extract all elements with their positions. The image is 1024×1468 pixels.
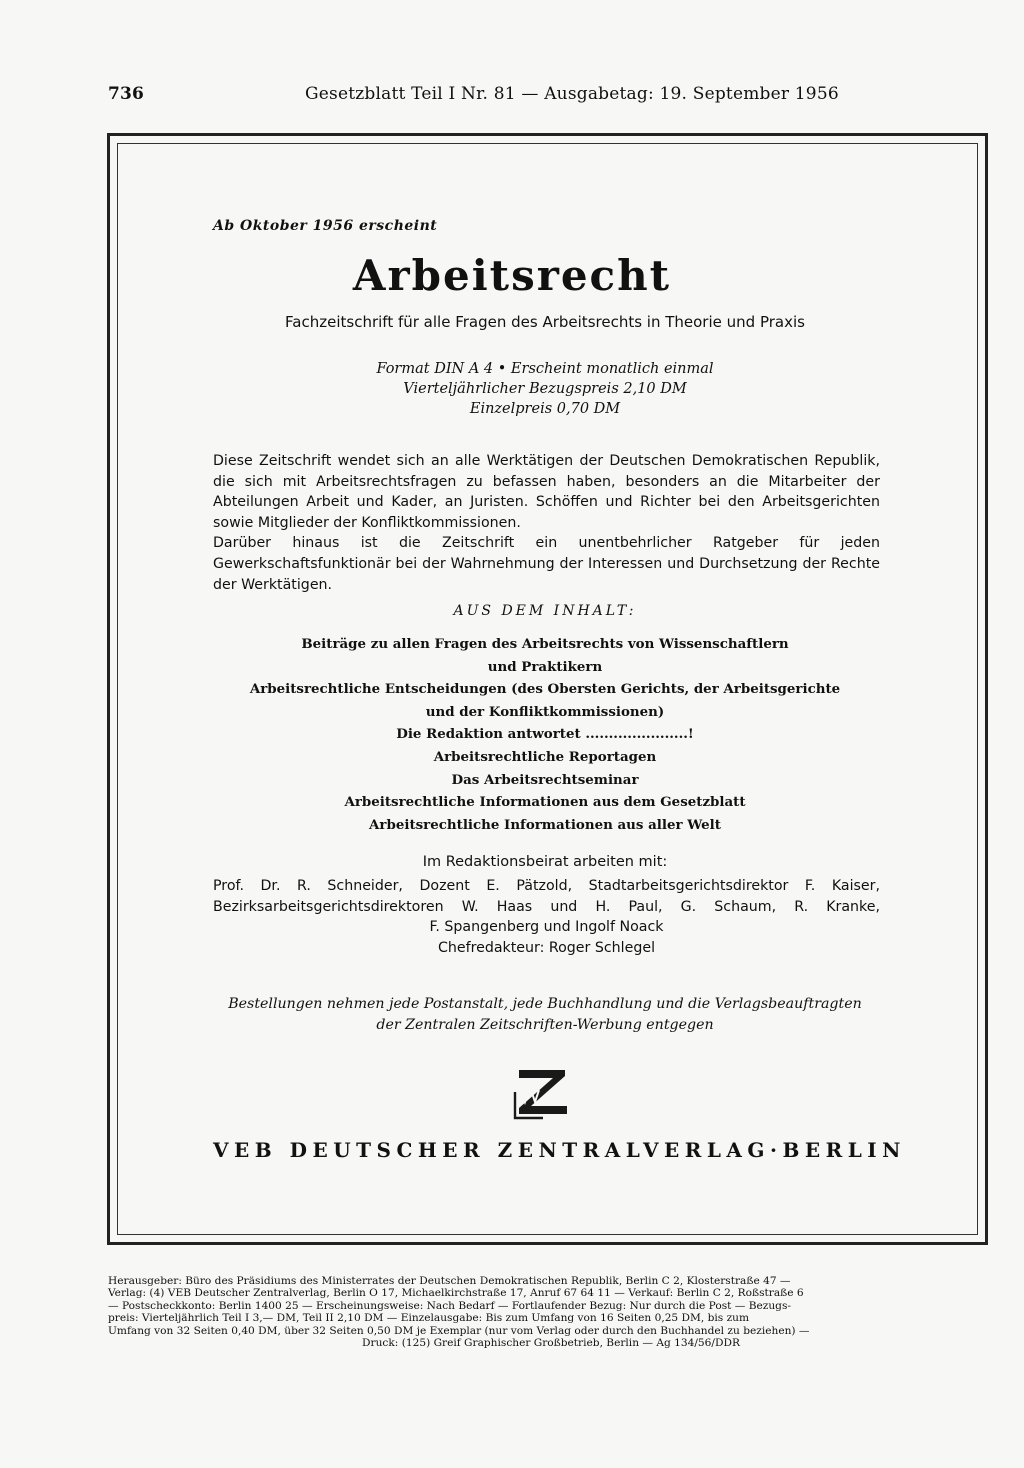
announcement-line: Ab Oktober 1956 erscheint [213, 218, 438, 234]
contents-list [0, 633, 1024, 836]
imprint-printer-line: Druck: (125) Greif Graphischer Großbetrieb, Berlin — Ag 134/56/DDR [362, 1337, 740, 1350]
contents-item: Arbeitsrechtliche Informationen aus aller Welt [369, 816, 721, 833]
imprint-line: Herausgeber: Büro des Präsidiums des Ministerrates der Deutschen Demokratischen Republik, Berlin C 2, Klosterstraße 47 — [108, 1275, 791, 1287]
publisher-name: VEB DEUTSCHER ZENTRALVERLAG·BERLIN [213, 1138, 906, 1162]
contents-item: Das Arbeitsrechtseminar [451, 771, 639, 788]
board-line: Prof. Dr. R. Schneider, Dozent E. Pätzold, Stadtarbeitsgerichtsdirektor F. Kaiser, [213, 878, 880, 894]
imprint-block [108, 1275, 994, 1349]
contents-item: und der Konfliktkommissionen) [425, 703, 665, 720]
imprint-line: Umfang von 32 Seiten 0,40 DM, über 32 Seiten 0,50 DM je Exemplar (nur vom Verlag oder durch den Buchhandel zu beziehen) — [108, 1324, 810, 1337]
contents-item: und Praktikern [487, 658, 603, 675]
quarterly-price-line: Vierteljährlicher Bezugspreis 2,10 DM [403, 381, 687, 397]
contents-heading: AUS DEM INHALT: [453, 603, 637, 619]
contents-item: Arbeitsrechtliche Reportagen [433, 748, 657, 765]
description-text [213, 451, 880, 595]
description-paragraph: Diese Zeitschrift wendet sich an alle Werktätigen der Deutschen Demokratischen Republik, die sich mit Arbeitsrechtsfragen zu befassen haben, besonders an die Mitarbeiter der Abteilungen Arbeit und Kader, an Juristen. Schöffen und Richter bei den Arbeitsgerichten sowie Mitglieder der Konfliktkommissionen. [213, 453, 880, 531]
editorial-board-members [213, 876, 880, 958]
ordering-line: Bestellungen nehmen jede Postanstalt, jede Buchhandlung und die Verlagsbeauftragten [228, 996, 862, 1012]
chief-editor-line: Chefredakteur: Roger Schlegel [437, 939, 656, 956]
format-and-price [0, 359, 1024, 419]
publisher-logo-icon [513, 1066, 573, 1124]
page-number: 736 [108, 84, 145, 104]
format-line: Format DIN A 4 • Erscheint monatlich einmal [376, 361, 714, 377]
imprint-line: preis: Vierteljährlich Teil I 3,— DM, Teil II 2,10 DM — Einzelausgabe: Bis zum Umfang von 16 Seiten 0,25 DM, bis zum [108, 1312, 750, 1325]
journal-subtitle: Fachzeitschrift für alle Fragen des Arbeitsrechts in Theorie und Praxis [285, 313, 805, 331]
board-line: F. Spangenberg und Ingolf Noack [429, 919, 664, 936]
contents-item: Arbeitsrechtliche Entscheidungen (des Obersten Gerichts, der Arbeitsgerichte [249, 681, 841, 698]
contents-item: Arbeitsrechtliche Informationen aus dem Gesetzblatt [344, 794, 746, 811]
contents-item: Beiträge zu allen Fragen des Arbeitsrechts von Wissenschaftlern [301, 636, 789, 652]
description-paragraph: Darüber hinaus ist die Zeitschrift ein unentbehrlicher Ratgeber für jeden Gewerkschaftsfunktionär bei der Wahrnehmung der Interessen und Durchsetzung der Rechte der Werktätigen. [213, 535, 880, 593]
page-header [108, 84, 839, 108]
ordering-note [0, 994, 1024, 1035]
journal-title: Arbeitsrecht [352, 251, 672, 300]
single-price-line: Einzelpreis 0,70 DM [469, 401, 621, 417]
running-title: Gesetzblatt Teil I Nr. 81 — Ausgabetag: 19. September 1956 [305, 84, 839, 104]
board-line: Bezirksarbeitsgerichtsdirektoren W. Haas und H. Paul, G. Schaum, R. Kranke, [213, 898, 880, 915]
ordering-line: der Zentralen Zeitschriften-Werbung entgegen [376, 1016, 714, 1033]
contents-item: Die Redaktion antwortet ......................! [396, 726, 694, 743]
editorial-board-heading: Im Redaktionsbeirat arbeiten mit: [422, 854, 668, 870]
imprint-line: — Postscheckkonto: Berlin 1400 25 — Erscheinungsweise: Nach Bedarf — Fortlaufender Bezug: Nur durch die Post — Bezugs- [108, 1299, 791, 1312]
imprint-line: Verlag: (4) VEB Deutscher Zentralverlag, Berlin O 17, Michaelkirchstraße 17, Anruf 67 64 11 — Verkauf: Berlin C 2, Roßstraße 6 [108, 1287, 804, 1300]
